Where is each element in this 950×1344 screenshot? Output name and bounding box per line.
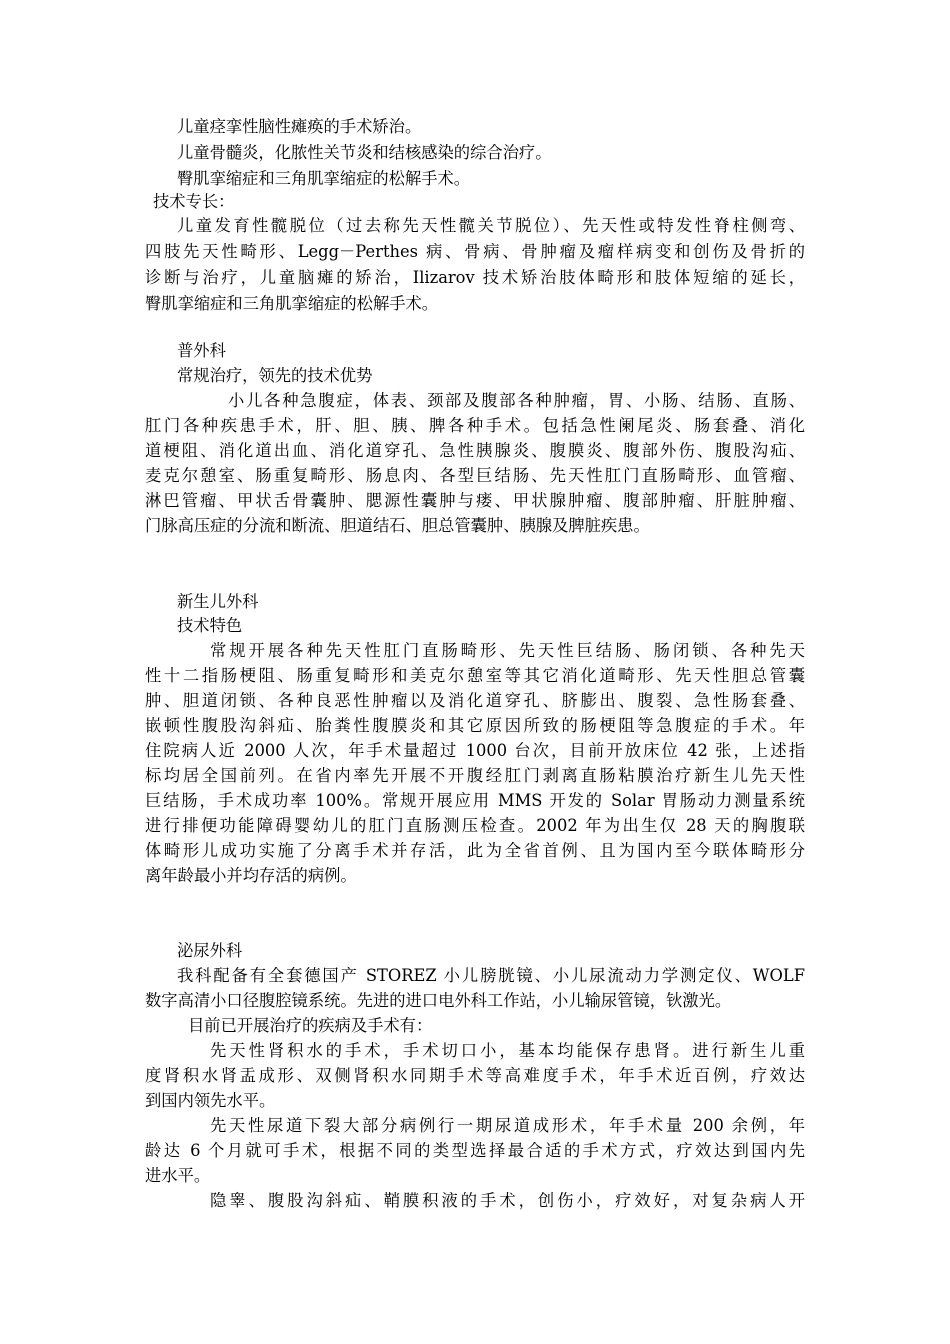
urology-para1-line: 度肾积水肾盂成形、双侧肾积水同期手术等高难度手术，年手术近百例，疗效达 xyxy=(145,1066,805,1085)
ortho-item: 儿童痉挛性脑性瘫痪的手术矫治。 xyxy=(177,117,422,136)
urology-treatments-heading: 目前已开展治疗的疾病及手术有： xyxy=(188,1016,433,1035)
neonatal-surgery-line: 离年龄最小并均存活的病例。 xyxy=(145,866,357,885)
urology-para2-line: 龄达 6 个月就可手术，根据不同的类型选择最合适的手术方式，疗效达到国内先 xyxy=(145,1141,805,1160)
specialty-line: 诊断与治疗，儿童脑瘫的矫治，Ilizarov 技术矫治肢体畸形和肢体短缩的延长， xyxy=(145,268,805,287)
neonatal-surgery-line: 常规开展各种先天性肛门直肠畸形、先天性巨结肠、肠闭锁、各种先天 xyxy=(210,641,805,660)
urology-para2-line: 进水平。 xyxy=(145,1166,211,1185)
general-surgery-heading: 普外科 xyxy=(177,341,226,360)
neonatal-surgery-heading: 新生儿外科 xyxy=(177,592,259,611)
neonatal-surgery-line: 体畸形儿成功实施了分离手术并存活，此为全省首例、且为国内至今联体畸形分 xyxy=(145,841,805,860)
urology-para2-line: 先天性尿道下裂大部分病例行一期尿道成形术，年手术量 200 余例，年 xyxy=(210,1116,805,1135)
urology-para1-line: 到国内领先水平。 xyxy=(145,1091,276,1110)
neonatal-surgery-line: 肿、胆道闭锁、各种良恶性肿瘤以及消化道穿孔、脐膨出、腹裂、急性肠套叠、 xyxy=(145,691,805,710)
neonatal-surgery-subheading: 技术特色 xyxy=(177,616,243,635)
urology-para3-line: 隐睾、腹股沟斜疝、鞘膜积液的手术，创伤小，疗效好，对复杂病人开 xyxy=(210,1191,805,1210)
specialty-heading: 技术专长： xyxy=(153,192,235,211)
specialty-line: 四肢先天性畸形、Legg－Perthes 病、骨病、骨肿瘤及瘤样病变和创伤及骨折的 xyxy=(145,242,805,261)
general-surgery-line: 道梗阻、消化道出血、消化道穿孔、急性胰腺炎、腹膜炎、腹部外伤、腹股沟疝、 xyxy=(145,441,805,460)
urology-para1-line: 先天性肾积水的手术，手术切口小，基本均能保存患肾。进行新生儿重 xyxy=(210,1041,805,1060)
neonatal-surgery-line: 巨结肠，手术成功率 100%。常规开展应用 MMS 开发的 Solar 胃肠动力测量系统 xyxy=(145,791,805,810)
specialty-line: 儿童发育性髋脱位（过去称先天性髋关节脱位）、先天性或特发性脊柱侧弯、 xyxy=(177,216,805,235)
general-surgery-line: 麦克尔憩室、肠重复畸形、肠息肉、各型巨结肠、先天性肛门直肠畸形、血管瘤、 xyxy=(145,466,805,485)
neonatal-surgery-line: 嵌顿性腹股沟斜疝、胎粪性腹膜炎和其它原因所致的肠梗阻等急腹症的手术。年 xyxy=(145,716,805,735)
general-surgery-line: 肛门各种疾患手术，肝、胆、胰、脾各种手术。包括急性阑尾炎、肠套叠、消化 xyxy=(145,416,805,435)
general-surgery-subheading: 常规治疗，领先的技术优势 xyxy=(177,366,373,385)
general-surgery-line: 门脉高压症的分流和断流、胆道结石、胆总管囊肿、胰腺及脾脏疾患。 xyxy=(145,516,650,535)
urology-intro-line: 我科配备有全套德国产 STOREZ 小儿膀胱镜、小儿尿流动力学测定仪、WOLF xyxy=(177,966,805,985)
specialty-line: 臀肌挛缩症和三角肌挛缩症的松解手术。 xyxy=(145,294,439,313)
neonatal-surgery-line: 住院病人近 2000 人次，年手术量超过 1000 台次，目前开放床位 42 张，上述指 xyxy=(145,741,805,760)
neonatal-surgery-line: 性十二指肠梗阻、肠重复畸形和美克尔憩室等其它消化道畸形、先天性胆总管囊 xyxy=(145,666,805,685)
general-surgery-line: 小儿各种急腹症，体表、颈部及腹部各种肿瘤，胃、小肠、结肠、直肠、 xyxy=(228,391,805,410)
urology-intro-line: 数字高清小口径腹腔镜系统。先进的进口电外科工作站，小儿输尿管镜，钬激光。 xyxy=(145,991,732,1010)
ortho-item: 臀肌挛缩症和三角肌挛缩症的松解手术。 xyxy=(177,169,471,188)
neonatal-surgery-line: 进行排便功能障碍婴幼儿的肛门直肠测压检查。2002 年为出生仅 28 天的胸腹联 xyxy=(145,816,805,835)
general-surgery-line: 淋巴管瘤、甲状舌骨囊肿、腮源性囊肿与瘘、甲状腺肿瘤、腹部肿瘤、肝脏肿瘤、 xyxy=(145,491,805,510)
urology-heading: 泌尿外科 xyxy=(177,941,243,960)
neonatal-surgery-line: 标均居全国前列。在省内率先开展不开腹经肛门剥离直肠粘膜治疗新生儿先天性 xyxy=(145,766,805,785)
ortho-item: 儿童骨髓炎，化脓性关节炎和结核感染的综合治疗。 xyxy=(177,143,552,162)
